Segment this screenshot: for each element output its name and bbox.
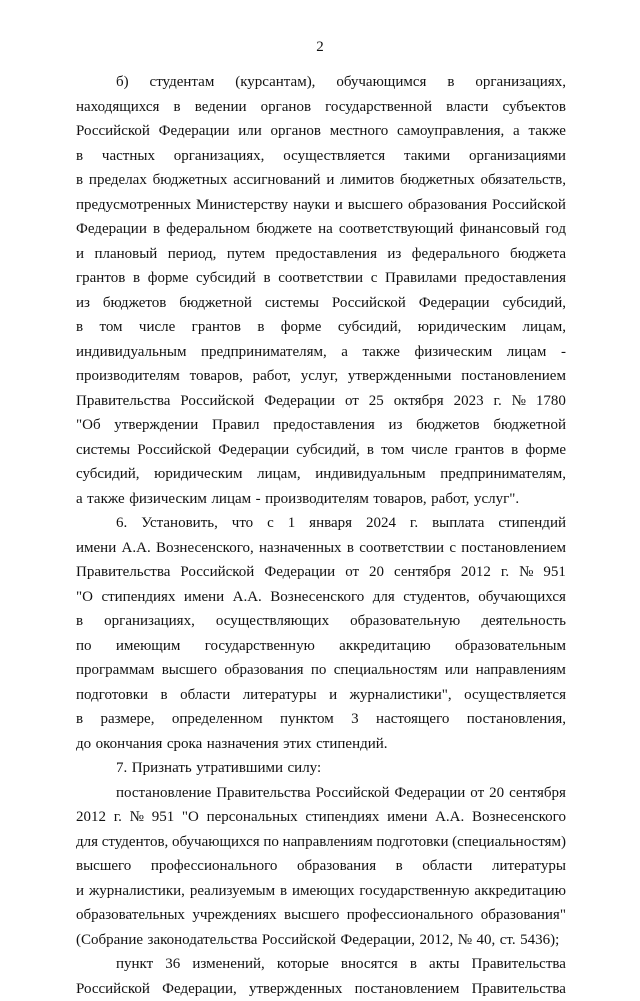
text-line: индивидуальным предпринимателям, а также физическим лицам - — [76, 340, 566, 365]
text-line: находящихся в ведении органов государственной власти субъектов — [76, 95, 566, 120]
text-line: Российской Федерации, утвержденных постановлением Правительства — [76, 977, 566, 1001]
text-line: Правительства Российской Федерации от 25 октября 2023 г. № 1780 — [76, 389, 566, 414]
text-line: "Об утверждении Правил предоставления из бюджетов бюджетной — [76, 413, 566, 438]
text-line: (Собрание законодательства Российской Федерации, 2012, № 40, ст. 5436); — [76, 928, 566, 953]
text-line: 2012 г. № 951 "О персональных стипендиях имени А.А. Вознесенского — [76, 805, 566, 830]
text-line: постановление Правительства Российской Федерации от 20 сентября — [76, 781, 566, 806]
text-line: 6. Установить, что с 1 января 2024 г. выплата стипендий — [76, 511, 566, 536]
text-line: программам высшего образования по специальностям или направлениям — [76, 658, 566, 683]
text-line: грантов в форме субсидий в соответствии с Правилами предоставления — [76, 266, 566, 291]
text-line: до окончания срока назначения этих стипендий. — [76, 732, 566, 757]
text-line: б) студентам (курсантам), обучающимся в организациях, — [76, 70, 566, 95]
text-line: а также физическим лицам - производителям товаров, работ, услуг". — [76, 487, 566, 512]
text-line: для студентов, обучающихся по направлениям подготовки (специальностям) — [76, 830, 566, 855]
text-line: в том числе грантов в форме субсидий, юридическим лицам, — [76, 315, 566, 340]
text-line: производителям товаров, работ, услуг, утвержденными постановлением — [76, 364, 566, 389]
text-line: в организациях, осуществляющих образовательную деятельность — [76, 609, 566, 634]
text-line: и журналистики, реализуемым в имеющих государственную аккредитацию — [76, 879, 566, 904]
text-line: предусмотренных Министерству науки и высшего образования Российской — [76, 193, 566, 218]
text-line: в размере, определенном пунктом 3 настоящего постановления, — [76, 707, 566, 732]
text-line: Федерации в федеральном бюджете на соответствующий финансовый год — [76, 217, 566, 242]
text-line: 7. Признать утратившими силу: — [76, 756, 566, 781]
text-line: пункт 36 изменений, которые вносятся в акты Правительства — [76, 952, 566, 977]
text-line: имени А.А. Вознесенского, назначенных в соответствии с постановлением — [76, 536, 566, 561]
text-line: Российской Федерации или органов местного самоуправления, а также — [76, 119, 566, 144]
document-body — [76, 70, 566, 1001]
text-line: в частных организациях, осуществляется такими организациями — [76, 144, 566, 169]
page-number: 2 — [0, 37, 640, 57]
text-line: системы Российской Федерации субсидий, в том числе грантов в форме — [76, 438, 566, 463]
text-line: высшего профессионального образования в области литературы — [76, 854, 566, 879]
text-line: "О стипендиях имени А.А. Вознесенского для студентов, обучающихся — [76, 585, 566, 610]
text-line: из бюджетов бюджетной системы Российской Федерации субсидий, — [76, 291, 566, 316]
text-line: Правительства Российской Федерации от 20 сентября 2012 г. № 951 — [76, 560, 566, 585]
text-line: в пределах бюджетных ассигнований и лимитов бюджетных обязательств, — [76, 168, 566, 193]
text-line: субсидий, юридическим лицам, индивидуальным предпринимателям, — [76, 462, 566, 487]
text-line: и плановый период, путем предоставления из федерального бюджета — [76, 242, 566, 267]
text-line: подготовки в области литературы и журналистики", осуществляется — [76, 683, 566, 708]
text-line: образовательных учреждениях высшего профессионального образования" — [76, 903, 566, 928]
text-line: по имеющим государственную аккредитацию образовательным — [76, 634, 566, 659]
